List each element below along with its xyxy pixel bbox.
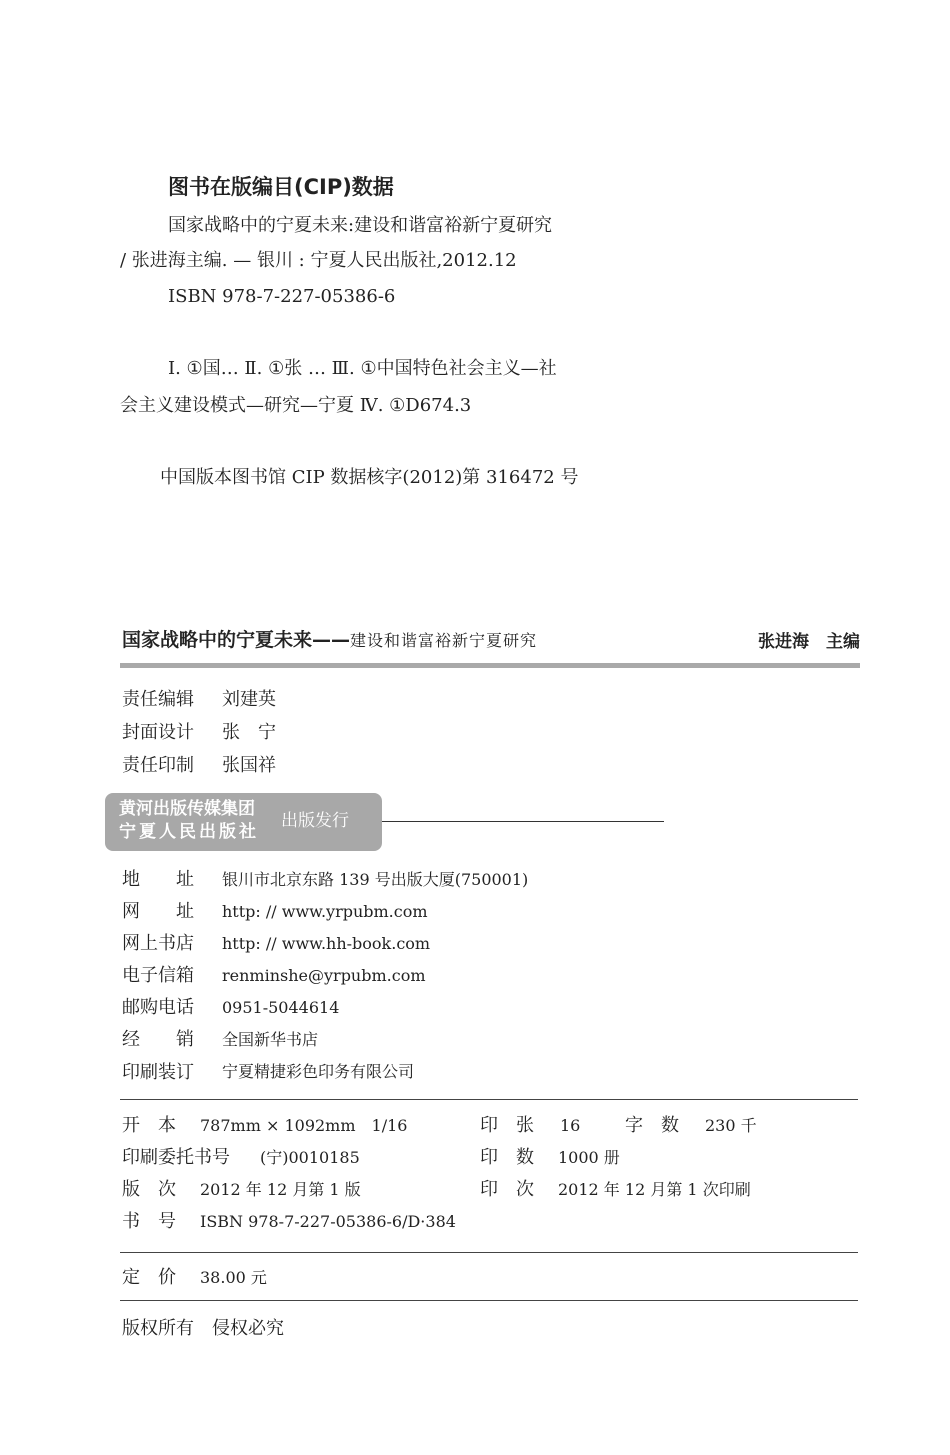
spec-sheets-label: 印 张 [480,1115,534,1136]
contact-value: 0951-5044614 [222,998,340,1017]
publisher-role: 出版发行 [281,811,349,831]
cip-responsibility-line: / 张进海主编. — 银川 : 宁夏人民出版社,2012.12 [120,250,517,271]
contact-label: 网上书店 [122,933,194,954]
contact-label: 经 销 [122,1029,194,1050]
cip-subject-line-2: 会主义建设模式—研究—宁夏 Ⅳ. ①D674.3 [120,395,472,416]
contact-value: 银川市北京东路 139 号出版大厦(750001) [222,870,529,889]
spec-order-label: 印刷委托书号 [122,1147,230,1168]
credit-label: 封面设计 [122,722,194,743]
credit-label: 责任印制 [122,755,194,776]
cip-check-number: 中国版本图书馆 CIP 数据核字(2012)第 316472 号 [160,467,579,488]
price-label: 定 价 [122,1267,176,1288]
spec-bookno-label: 书 号 [122,1211,176,1232]
book-title-main: 国家战略中的宁夏未来—— [122,629,351,651]
divider [120,1099,858,1100]
cip-title-line: 国家战略中的宁夏未来:建设和谐富裕新宁夏研究 [168,215,553,236]
contact-label: 电子信箱 [122,965,194,986]
cip-subject-line-1: Ⅰ. ①国… Ⅱ. ①张 … Ⅲ. ①中国特色社会主义—社 [168,358,557,379]
contact-value: 全国新华书店 [222,1030,319,1049]
spec-order-value: (宁)0010185 [260,1148,360,1167]
spec-sheets-value: 16 [560,1116,581,1135]
title-divider-bar [120,663,860,668]
cip-isbn: ISBN 978-7-227-05386-6 [168,286,396,307]
spec-format-label: 开 本 [122,1115,176,1136]
spec-edition-label: 版 次 [122,1179,176,1200]
spec-copies-label: 印 数 [480,1147,534,1168]
spec-format-value: 787mm × 1092mm 1/16 [200,1116,408,1135]
publisher-group: 黄河出版传媒集团 [119,799,255,819]
book-title [122,631,537,650]
credit-value: 张 宁 [222,722,276,743]
divider [120,1252,858,1253]
book-author: 张进海 主编 [758,632,860,652]
contact-label: 印刷装订 [122,1062,194,1083]
contact-label: 邮购电话 [122,997,194,1018]
spec-bookno-value: ISBN 978-7-227-05386-6/D·384 [200,1212,456,1231]
copyright-notice: 版权所有 侵权必究 [122,1318,284,1339]
contact-value: renminshe@yrpubm.com [222,966,426,985]
publisher-badge [105,793,382,851]
credit-label: 责任编辑 [122,689,194,710]
spec-printing-label: 印 次 [480,1179,534,1200]
contact-value: http: // www.hh-book.com [222,934,431,953]
publisher-press: 宁夏人民出版社 [119,822,259,842]
spec-words-label: 字 数 [625,1115,679,1136]
cip-heading: 图书在版编目(CIP)数据 [168,175,394,199]
divider [120,1300,858,1301]
credit-value: 刘建英 [222,689,276,710]
spec-copies-value: 1000 册 [558,1148,620,1167]
price-value: 38.00 元 [200,1268,267,1287]
spec-printing-value: 2012 年 12 月第 1 次印刷 [558,1180,751,1199]
contact-label: 地 址 [122,869,194,890]
book-subtitle: 建设和谐富裕新宁夏研究 [350,631,538,650]
publisher-rule [382,821,664,822]
contact-label: 网 址 [122,901,194,922]
contact-value: 宁夏精捷彩色印务有限公司 [222,1062,415,1081]
spec-words-value: 230 千 [705,1116,757,1135]
credit-value: 张国祥 [222,755,276,776]
contact-value: http: // www.yrpubm.com [222,902,428,921]
spec-edition-value: 2012 年 12 月第 1 版 [200,1180,361,1199]
